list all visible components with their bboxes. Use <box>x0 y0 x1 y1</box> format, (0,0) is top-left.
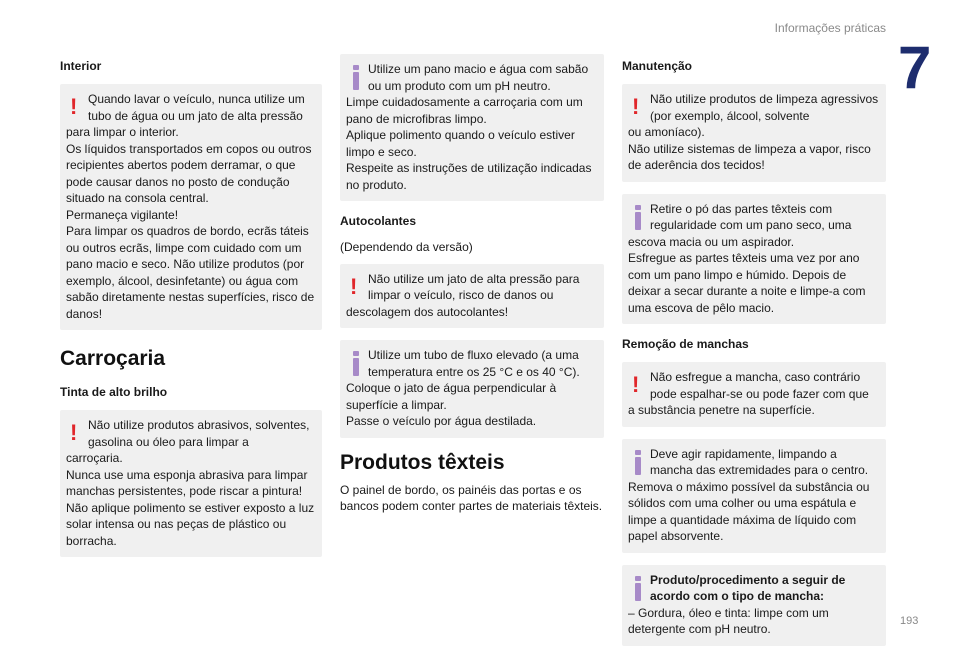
page-number: 193 <box>900 615 919 627</box>
info-text-first: Deve agir rapidamente, limpando a mancha das extremidades para o centro. <box>650 446 869 477</box>
remocao-info-box <box>622 439 886 553</box>
autocolantes-warning-box <box>340 264 604 329</box>
info-text-rest: escova macia ou um aspirador. Esfregue as partes têxteis uma vez por ano com um pano limpo e húmido. Depois de deixar a secar durante a noite e limpe-a com uma escova de pêlo macio. <box>628 234 866 315</box>
interior-heading: Interior <box>60 59 102 73</box>
warning-text-first: Quando lavar o veículo, nunca utilize um tubo de água ou um jato de alta pressão <box>88 92 305 123</box>
warning-icon: ! <box>632 372 640 397</box>
remocao-warning-box <box>622 362 886 427</box>
manutencao-warning-box <box>622 84 886 182</box>
info-icon <box>635 576 641 602</box>
warning-icon: ! <box>70 420 78 445</box>
column-1 <box>60 58 322 569</box>
warning-text-first: Não utilize produtos abrasivos, solventes, gasolina ou óleo para limpar a <box>88 418 310 449</box>
info-icon <box>635 450 641 476</box>
warning-text-first: Não utilize um jato de alta pressão para limpar o veículo, risco de danos ou <box>368 271 580 302</box>
info-text-first: Produto/procedimento a seguir de acordo com o tipo de mancha: <box>650 572 846 603</box>
info-text-first: Utilize um pano macio e água com sabão ou um produto com um pH neutro. <box>368 62 589 93</box>
manutencao-info-box <box>622 194 886 325</box>
autocolantes-info-box <box>340 340 604 438</box>
texteis-paragraph: O painel de bordo, os painéis das portas e os bancos podem conter partes de materiais têxteis. <box>340 482 603 513</box>
info-text-rest: Remova o máximo possível da substância ou sólidos com uma colher ou uma espátula e limpe a quantidade máxima de líquido com papel absorvente. <box>628 479 870 543</box>
info-icon <box>353 65 359 91</box>
column-3 <box>622 58 886 658</box>
warning-text-rest: ou amoníaco). Não utilize sistemas de limpeza a vapor, risco de aderência dos tecidos! <box>628 125 871 172</box>
info-text-first: Utilize um tubo de fluxo elevado (a uma temperatura entre os 25 °C e os 40 °C). <box>368 348 580 379</box>
chapter-number: 7 <box>898 34 932 101</box>
tinta-heading: Tinta de alto brilho <box>60 385 168 399</box>
warning-text-first: Não esfregue a mancha, caso contrário pode espalhar-se ou pode fazer com que <box>650 370 869 401</box>
autocolantes-note: (Dependendo da versão) <box>340 240 473 254</box>
warning-text-rest: para limpar o interior. Os líquidos transportados em copos ou outros recipientes abertos podem derramar, o que pode causar danos no posto de condução situado na consola central. Permaneça vigilante! Para limpar os quadros de bordo, ecrãs táteis ou outros ecrãs, limpe com cuidado com um pano macio e seco. Não utilize produtos (por exemplo, álcool, desinfetante) ou água com sabão diretamente nestas superfícies, risco de danos! <box>66 125 315 321</box>
info-text-rest: Coloque o jato de água perpendicular à superfície a limpar. Passe o veículo por água destilada. <box>346 381 557 428</box>
carrocaria-heading: Carroçaria <box>60 347 166 370</box>
warning-icon: ! <box>632 94 640 119</box>
produto-info-box <box>622 565 886 646</box>
info-text-rest: – Gordura, óleo e tinta: limpe com um detergente com pH neutro. <box>628 605 829 636</box>
info-icon <box>635 205 641 231</box>
column-2 <box>340 54 604 523</box>
tinta-warning-box <box>60 410 322 557</box>
warning-icon: ! <box>70 94 78 119</box>
interior-warning-box <box>60 84 322 330</box>
autocolantes-heading: Autocolantes <box>340 214 417 228</box>
warning-text-first: Não utilize produtos de limpeza agressivos (por exemplo, álcool, solvente <box>650 92 879 123</box>
remocao-heading: Remoção de manchas <box>622 337 749 351</box>
info-text-rest: Limpe cuidadosamente a carroçaria com um pano de microfibras limpo. Aplique polimento quando o veículo estiver limpo e seco. Respeite as instruções de utilização indicadas no produto. <box>346 95 592 192</box>
info-text-first: Retire o pó das partes têxteis com regularidade com um pano seco, uma <box>650 201 852 232</box>
warning-icon: ! <box>350 273 358 299</box>
info-icon <box>353 351 359 377</box>
warning-text-rest: carroçaria. Nunca use uma esponja abrasiva para limpar manchas persistentes, pode riscar a pintura! Não aplique polimento se estiver exposto a luz solar intensa ou nas peças de plástico ou borracha. <box>66 451 315 548</box>
section-title: Informações práticas <box>774 21 886 35</box>
texteis-heading: Produtos têxteis <box>340 450 505 474</box>
warning-text-rest: a substância penetre na superfície. <box>628 403 815 417</box>
warning-text-rest: descolagem dos autocolantes! <box>346 304 509 319</box>
manutencao-heading: Manutenção <box>622 59 693 73</box>
carrocaria-info-box <box>340 54 604 201</box>
